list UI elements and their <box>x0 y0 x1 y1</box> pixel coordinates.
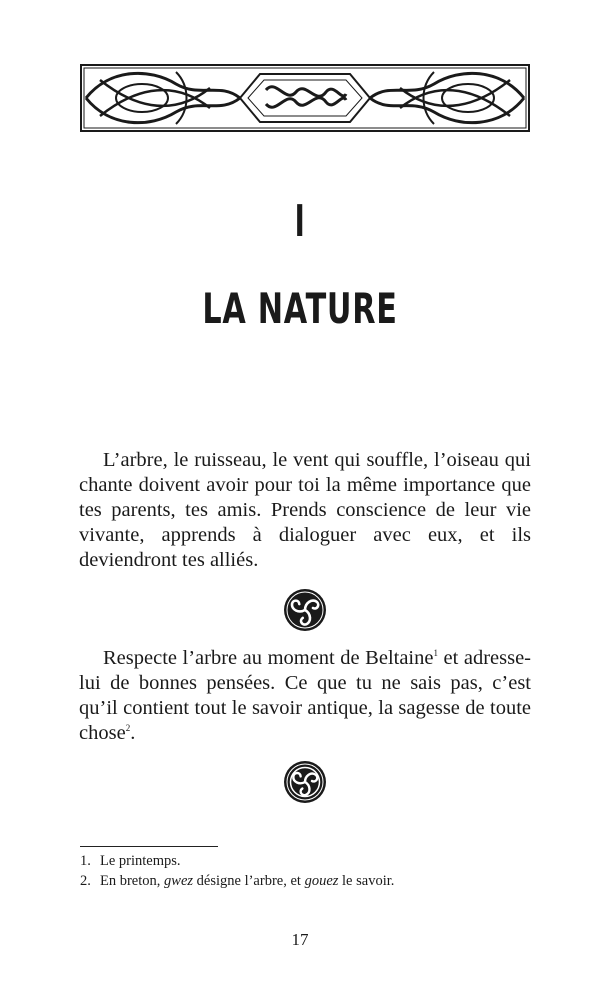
footnote-divider <box>80 846 218 847</box>
footnote-ref[interactable]: 1 <box>433 648 438 658</box>
footnote-ref[interactable]: 2 <box>125 723 131 733</box>
triskelion-icon <box>283 760 327 804</box>
paragraph: L’arbre, le ruisseau, le vent qui souffle, l’oiseau qui chante doivent avoir pour toi la même importance que tes parents, tes amis. Prends conscience de leur vie vivante, apprends à dialoguer avec eux, et ils deviendront tes alliés. <box>79 449 531 571</box>
footnote-item: 2. En breton, gwez désigne l’arbre, et gouez le savoir. <box>80 873 395 889</box>
footnote-item: 1. Le printemps. <box>80 853 181 869</box>
footnotes <box>80 851 394 891</box>
paragraph: Respecte l’arbre au moment de Beltaine$^1$ et adresse-lui de bonnes pensées. Ce que tu ne sais pas, c’est qu’il contient tout le savoir antique, la sagesse de toute chose$^2$. <box>79 647 532 744</box>
triskelion-icon <box>283 588 327 632</box>
page-number: 17 <box>291 930 309 949</box>
chapter-number: I <box>294 196 306 247</box>
celtic-knot-band <box>80 64 530 132</box>
chapter-title: LA NATURE <box>202 284 398 333</box>
